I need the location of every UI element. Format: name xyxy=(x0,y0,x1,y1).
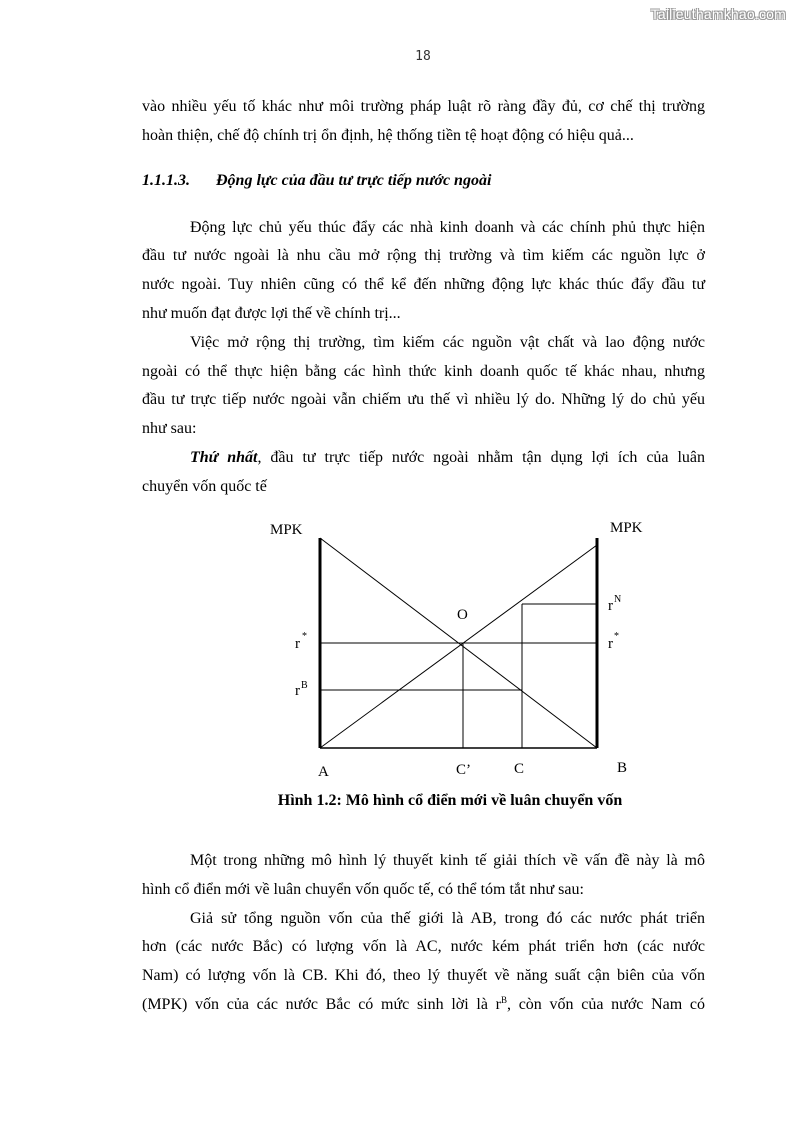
superscript-b: B xyxy=(500,995,507,1005)
label-r-star-left: r xyxy=(295,636,300,652)
paragraph-text: , đầu tư trực tiếp nước ngoài nhằm tận dụng lợi ích của luân xyxy=(257,449,706,466)
watermark: Tailieuthamkhao.com xyxy=(650,6,786,22)
section-title: Động lực của đầu tư trực tiếp nước ngoài xyxy=(216,172,492,189)
label-mpk-right: MPK xyxy=(610,520,643,536)
figure-caption: Hình 1.2: Mô hình cổ điển mới về luân chuyển vốn xyxy=(277,792,623,809)
paragraph-line: đầu tư trực tiếp nước ngoài vẫn chiếm ưu thế vì nhiều lý do. Những lý do chủ yếu xyxy=(142,391,705,408)
paragraph-line: Giả sử tổng nguồn vốn của thế giới là AB, trong đó các nước phát triển xyxy=(190,910,705,927)
page-number: 18 xyxy=(415,49,431,64)
label-o: O xyxy=(457,607,468,623)
paragraph-line: Việc mở rộng thị trường, tìm kiếm các nguồn vật chất và lao động nước xyxy=(190,334,705,351)
label-b-sup: B xyxy=(301,680,308,691)
paragraph-line: Một trong những mô hình lý thuyết kinh tế giải thích về vấn đề này là mô xyxy=(190,852,705,869)
label-a: A xyxy=(318,764,329,780)
section-number: 1.1.1.3. xyxy=(142,172,190,189)
label-star-left: * xyxy=(302,631,307,642)
label-mpk-left: MPK xyxy=(270,522,303,538)
label-b: B xyxy=(617,760,628,776)
paragraph-line: Động lực chủ yếu thúc đẩy các nhà kinh doanh và các chính phủ thực hiện xyxy=(190,219,705,236)
paragraph-line: ngoài có thể thực hiện bằng các hình thức kinh doanh quốc tế khác nhau, nhưng xyxy=(142,363,705,380)
paragraph-line: chuyển vốn quốc tế xyxy=(142,478,267,495)
paragraph-line xyxy=(142,995,705,1015)
paragraph-line: như sau: xyxy=(142,420,197,437)
paragraph-line: hoàn thiện, chế độ chính trị ổn định, hệ thống tiền tệ hoạt động có hiệu quả... xyxy=(142,127,634,144)
paragraph-line: nước ngoài. Tuy nhiên cũng có thể kể đến những động lực khác thúc đẩy đầu tư xyxy=(142,276,705,293)
label-n-sup: N xyxy=(614,594,622,605)
label-c-prime: C’ xyxy=(456,762,471,778)
paragraph-text: , còn vốn của nước Nam có xyxy=(507,996,705,1013)
paragraph-line: hơn (các nước Bắc) có lượng vốn là AC, nước kém phát triển hơn (các nước xyxy=(142,938,705,955)
paragraph-line: vào nhiều yếu tố khác như môi trường pháp luật rõ ràng đầy đủ, cơ chế thị trường xyxy=(142,98,705,115)
label-star-right: * xyxy=(614,631,619,642)
paragraph-line: hình cổ điển mới về luân chuyển vốn quốc tế, có thể tóm tắt như sau: xyxy=(142,881,584,898)
mpk-south-curve xyxy=(320,545,597,748)
emphasis-lead: Thứ nhất xyxy=(190,449,258,466)
label-c: C xyxy=(514,761,525,777)
paragraph-line: như muốn đạt được lợi thế về chính trị... xyxy=(142,305,401,322)
paragraph-text: (MPK) vốn của các nước Bắc có mức sinh lời là r xyxy=(142,996,501,1013)
label-r-star-right: r xyxy=(608,636,613,652)
label-r-b: r xyxy=(295,683,300,699)
paragraph-line: Nam) có lượng vốn là CB. Khi đó, theo lý thuyết về năng suất cận biên của vốn xyxy=(142,967,705,984)
paragraph-line: đầu tư nước ngoài là nhu cầu mở rộng thị trường và tìm kiếm các nguồn lực ở xyxy=(142,247,705,264)
label-r-n: r xyxy=(608,598,613,614)
